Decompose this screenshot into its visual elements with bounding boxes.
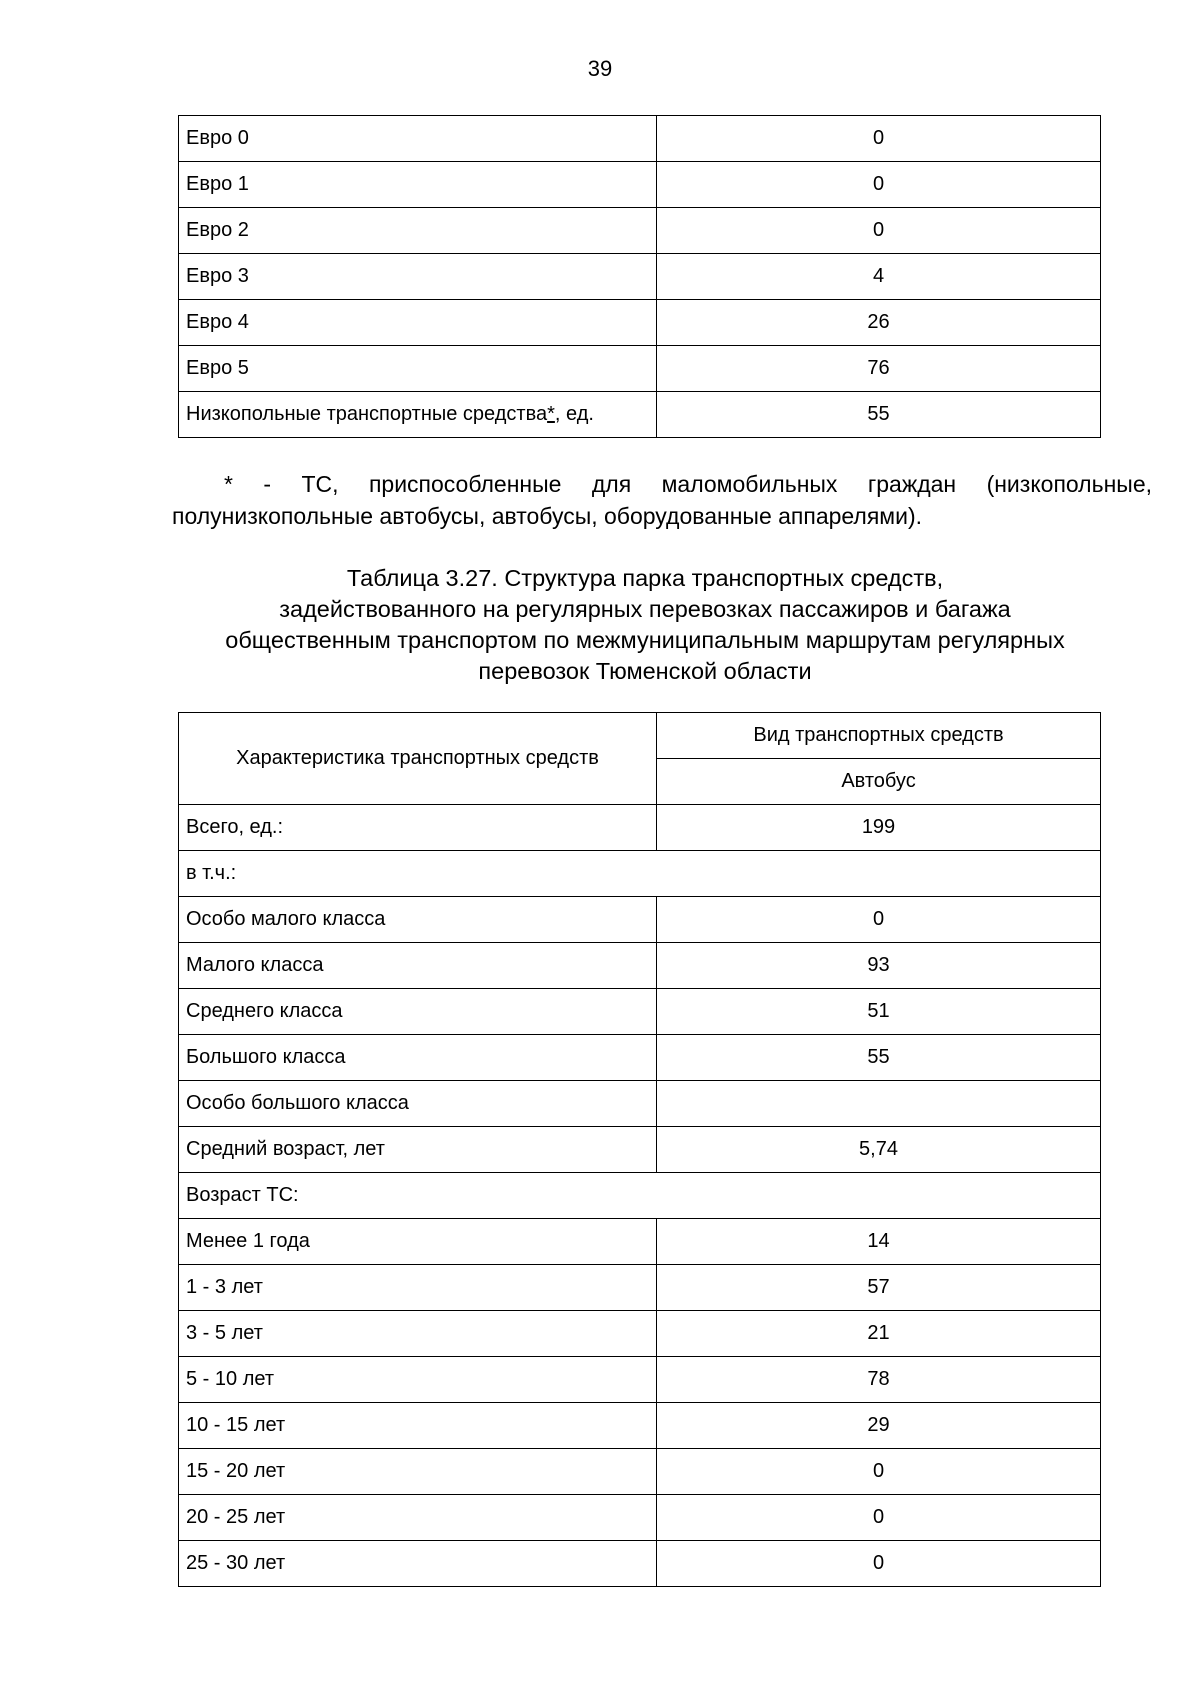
table-row [179,943,1101,989]
row-value: 5,74 [657,1127,1101,1173]
row-label: 15 - 20 лет [179,1449,657,1495]
row-label: Евро 3 [179,254,657,300]
row-label: Евро 2 [179,208,657,254]
table-row [179,162,1101,208]
table-row [179,346,1101,392]
table-row [179,1173,1101,1219]
table-row-low-floor [179,392,1101,438]
table-row [179,1449,1101,1495]
row-label: Большого класса [179,1035,657,1081]
low-floor-label: Низкопольные транспортные средства [186,403,548,425]
row-value: 57 [657,1265,1101,1311]
row-value: 93 [657,943,1101,989]
row-value: 4 [657,254,1101,300]
row-label: Евро 0 [179,116,657,162]
row-label: Особо большого класса [179,1081,657,1127]
row-label: 1 - 3 лет [179,1265,657,1311]
row-label: Евро 4 [179,300,657,346]
row-label: Возраст ТС: [179,1173,1101,1219]
header-bus: Автобус [657,759,1101,805]
row-value: 55 [657,392,1101,438]
table-row [179,1541,1101,1587]
row-value: 55 [657,1035,1101,1081]
table-row [179,1081,1101,1127]
row-label: 3 - 5 лет [179,1311,657,1357]
row-label: Средний возраст, лет [179,1127,657,1173]
row-label: 25 - 30 лет [179,1541,657,1587]
table-row [179,300,1101,346]
table-row [179,851,1101,897]
table-row [179,1311,1101,1357]
table-row [179,989,1101,1035]
row-value: 0 [657,1541,1101,1587]
footnote [172,468,1152,532]
row-value: 0 [657,1495,1101,1541]
row-value: 0 [657,208,1101,254]
footnote-text: * - ТС, приспособленные для маломобильных граждан (низкопольные, полунизкопольные автобусы, автобусы, оборудованные аппарелями). [172,471,1152,529]
row-label: Менее 1 года [179,1219,657,1265]
row-label: 5 - 10 лет [179,1357,657,1403]
fleet-structure-table [178,712,1101,1587]
row-label: Среднего класса [179,989,657,1035]
row-value: 51 [657,989,1101,1035]
table-row [179,1265,1101,1311]
table-row [179,1127,1101,1173]
emission-class-table [178,115,1101,438]
page-number: 39 [587,56,613,81]
caption-line: Таблица 3.27. Структура парка транспортных средств, [346,565,944,591]
row-value: 78 [657,1357,1101,1403]
header-characteristic: Характеристика транспортных средств [179,713,657,805]
table-row [179,1357,1101,1403]
table-row [179,208,1101,254]
caption-line: общественным транспортом по межмуниципальным маршрутам регулярных [225,627,1065,653]
row-value: 0 [657,1449,1101,1495]
row-value: 0 [657,116,1101,162]
row-value: 199 [657,805,1101,851]
row-label [179,392,657,438]
row-value: 0 [657,897,1101,943]
footnote-mark-link[interactable]: * [547,403,555,425]
row-label: 20 - 25 лет [179,1495,657,1541]
row-value: 29 [657,1403,1101,1449]
row-label: Особо малого класса [179,897,657,943]
row-label: Евро 1 [179,162,657,208]
table-row [179,1495,1101,1541]
row-value: 0 [657,162,1101,208]
row-label: Всего, ед.: [179,805,657,851]
table-header-row [179,713,1101,759]
table-row [179,116,1101,162]
row-value: 21 [657,1311,1101,1357]
table-row [179,1403,1101,1449]
table-row [179,805,1101,851]
table-row [179,897,1101,943]
row-label: Малого класса [179,943,657,989]
table-row [179,254,1101,300]
caption-line: задействованного на регулярных перевозках пассажиров и багажа [279,596,1011,622]
row-value: 14 [657,1219,1101,1265]
table-row [179,1219,1101,1265]
row-label: Евро 5 [179,346,657,392]
row-label: в т.ч.: [179,851,1101,897]
row-value [657,1081,1101,1127]
table-caption [150,563,1140,687]
row-value: 76 [657,346,1101,392]
row-value: 26 [657,300,1101,346]
row-label: 10 - 15 лет [179,1403,657,1449]
table-row [179,1035,1101,1081]
low-floor-unit: , ед. [554,403,594,425]
header-vehicle-type: Вид транспортных средств [657,713,1101,759]
caption-line: перевозок Тюменской области [478,658,812,684]
